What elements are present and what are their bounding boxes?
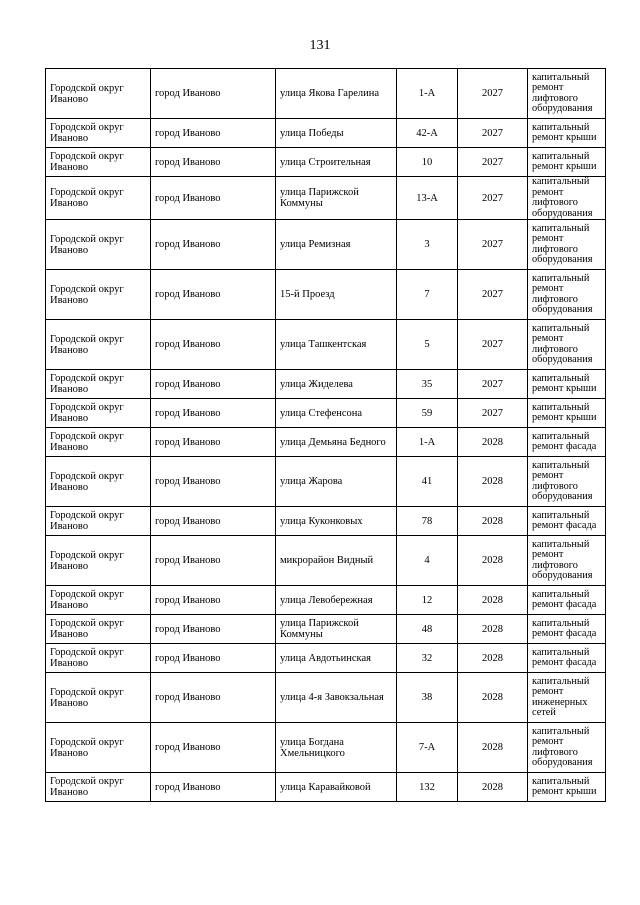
city-cell: город Иваново: [151, 148, 276, 177]
district-cell: Городской округ Иваново: [46, 220, 151, 270]
year-cell: 2028: [458, 586, 528, 615]
district-cell: Городской округ Иваново: [46, 457, 151, 507]
district-cell: Городской округ Иваново: [46, 69, 151, 119]
street-cell: улица Строительная: [276, 148, 397, 177]
street-cell: улица Куконковых: [276, 507, 397, 536]
city-cell: город Иваново: [151, 177, 276, 220]
page-number: 131: [309, 38, 331, 53]
table-row: [46, 773, 606, 802]
house-number-cell: 32: [397, 644, 458, 673]
table-row: [46, 370, 606, 399]
work-type-cell: капитальный ремонт крыши: [528, 399, 606, 428]
district-cell: Городской округ Иваново: [46, 507, 151, 536]
year-cell: 2027: [458, 177, 528, 220]
house-number-cell: 10: [397, 148, 458, 177]
street-cell: улица Парижской Коммуны: [276, 615, 397, 644]
house-number-cell: 132: [397, 773, 458, 802]
work-type-cell: капитальный ремонт инженерных сетей: [528, 673, 606, 723]
house-number-cell: 13-А: [397, 177, 458, 220]
year-cell: 2028: [458, 536, 528, 586]
year-cell: 2027: [458, 370, 528, 399]
street-cell: улица Жарова: [276, 457, 397, 507]
city-cell: город Иваново: [151, 220, 276, 270]
table-row: [46, 615, 606, 644]
year-cell: 2027: [458, 220, 528, 270]
house-number-cell: 7: [397, 270, 458, 320]
work-type-cell: капитальный ремонт фасада: [528, 644, 606, 673]
street-cell: улица Богдана Хмельницкого: [276, 723, 397, 773]
work-type-cell: капитальный ремонт лифтового оборудования: [528, 320, 606, 370]
street-cell: улица Авдотьинская: [276, 644, 397, 673]
city-cell: город Иваново: [151, 723, 276, 773]
house-number-cell: 35: [397, 370, 458, 399]
city-cell: город Иваново: [151, 370, 276, 399]
year-cell: 2028: [458, 644, 528, 673]
work-type-cell: капитальный ремонт крыши: [528, 148, 606, 177]
table-row: [46, 536, 606, 586]
city-cell: город Иваново: [151, 320, 276, 370]
table-row: [46, 507, 606, 536]
year-cell: 2028: [458, 457, 528, 507]
district-cell: Городской округ Иваново: [46, 773, 151, 802]
work-type-cell: капитальный ремонт фасада: [528, 586, 606, 615]
district-cell: Городской округ Иваново: [46, 399, 151, 428]
year-cell: 2027: [458, 320, 528, 370]
city-cell: город Иваново: [151, 270, 276, 320]
table-row: [46, 723, 606, 773]
year-cell: 2027: [458, 119, 528, 148]
table-body: [46, 69, 606, 802]
table-row: [46, 428, 606, 457]
district-cell: Городской округ Иваново: [46, 370, 151, 399]
work-type-cell: капитальный ремонт крыши: [528, 370, 606, 399]
street-cell: улица Победы: [276, 119, 397, 148]
district-cell: Городской округ Иваново: [46, 428, 151, 457]
district-cell: Городской округ Иваново: [46, 615, 151, 644]
table-row: [46, 270, 606, 320]
work-type-cell: капитальный ремонт фасада: [528, 615, 606, 644]
table-row: [46, 220, 606, 270]
house-number-cell: 12: [397, 586, 458, 615]
city-cell: город Иваново: [151, 119, 276, 148]
table-row: [46, 148, 606, 177]
house-number-cell: 3: [397, 220, 458, 270]
table-row: [46, 320, 606, 370]
district-cell: Городской округ Иваново: [46, 148, 151, 177]
house-number-cell: 42-А: [397, 119, 458, 148]
work-type-cell: капитальный ремонт крыши: [528, 773, 606, 802]
house-number-cell: 1-А: [397, 69, 458, 119]
house-number-cell: 78: [397, 507, 458, 536]
year-cell: 2027: [458, 69, 528, 119]
district-cell: Городской округ Иваново: [46, 644, 151, 673]
year-cell: 2028: [458, 773, 528, 802]
year-cell: 2027: [458, 399, 528, 428]
street-cell: улица Левобережная: [276, 586, 397, 615]
city-cell: город Иваново: [151, 399, 276, 428]
street-cell: улица Каравайковой: [276, 773, 397, 802]
capital-repair-table: [45, 68, 606, 802]
year-cell: 2028: [458, 723, 528, 773]
work-type-cell: капитальный ремонт лифтового оборудования: [528, 220, 606, 270]
street-cell: улица Парижской Коммуны: [276, 177, 397, 220]
district-cell: Городской округ Иваново: [46, 723, 151, 773]
table-row: [46, 457, 606, 507]
city-cell: город Иваново: [151, 457, 276, 507]
work-type-cell: капитальный ремонт фасада: [528, 428, 606, 457]
house-number-cell: 41: [397, 457, 458, 507]
street-cell: улица Ремизная: [276, 220, 397, 270]
work-type-cell: капитальный ремонт лифтового оборудования: [528, 723, 606, 773]
street-cell: улица Стефенсона: [276, 399, 397, 428]
city-cell: город Иваново: [151, 507, 276, 536]
city-cell: город Иваново: [151, 69, 276, 119]
street-cell: улица Жиделева: [276, 370, 397, 399]
year-cell: 2027: [458, 148, 528, 177]
street-cell: микрорайон Видный: [276, 536, 397, 586]
city-cell: город Иваново: [151, 773, 276, 802]
table-row: [46, 586, 606, 615]
district-cell: Городской округ Иваново: [46, 536, 151, 586]
city-cell: город Иваново: [151, 644, 276, 673]
house-number-cell: 7-А: [397, 723, 458, 773]
house-number-cell: 59: [397, 399, 458, 428]
district-cell: Городской округ Иваново: [46, 177, 151, 220]
year-cell: 2028: [458, 673, 528, 723]
street-cell: улица Якова Гарелина: [276, 69, 397, 119]
house-number-cell: 48: [397, 615, 458, 644]
work-type-cell: капитальный ремонт лифтового оборудования: [528, 69, 606, 119]
city-cell: город Иваново: [151, 615, 276, 644]
table-row: [46, 399, 606, 428]
city-cell: город Иваново: [151, 536, 276, 586]
work-type-cell: капитальный ремонт лифтового оборудования: [528, 536, 606, 586]
district-cell: Городской округ Иваново: [46, 119, 151, 148]
work-type-cell: капитальный ремонт лифтового оборудования: [528, 457, 606, 507]
district-cell: Городской округ Иваново: [46, 270, 151, 320]
house-number-cell: 38: [397, 673, 458, 723]
work-type-cell: капитальный ремонт крыши: [528, 119, 606, 148]
street-cell: улица Демьяна Бедного: [276, 428, 397, 457]
year-cell: 2027: [458, 270, 528, 320]
city-cell: город Иваново: [151, 673, 276, 723]
year-cell: 2028: [458, 428, 528, 457]
work-type-cell: капитальный ремонт лифтового оборудования: [528, 270, 606, 320]
table-row: [46, 644, 606, 673]
district-cell: Городской округ Иваново: [46, 586, 151, 615]
house-number-cell: 5: [397, 320, 458, 370]
street-cell: улица 4-я Завокзальная: [276, 673, 397, 723]
work-type-cell: капитальный ремонт лифтового оборудования: [528, 177, 606, 220]
table-row: [46, 673, 606, 723]
district-cell: Городской округ Иваново: [46, 673, 151, 723]
street-cell: 15-й Проезд: [276, 270, 397, 320]
city-cell: город Иваново: [151, 428, 276, 457]
year-cell: 2028: [458, 507, 528, 536]
city-cell: город Иваново: [151, 586, 276, 615]
table-row: [46, 177, 606, 220]
district-cell: Городской округ Иваново: [46, 320, 151, 370]
year-cell: 2028: [458, 615, 528, 644]
work-type-cell: капитальный ремонт фасада: [528, 507, 606, 536]
house-number-cell: 1-А: [397, 428, 458, 457]
street-cell: улица Ташкентская: [276, 320, 397, 370]
table-row: [46, 69, 606, 119]
table-row: [46, 119, 606, 148]
house-number-cell: 4: [397, 536, 458, 586]
